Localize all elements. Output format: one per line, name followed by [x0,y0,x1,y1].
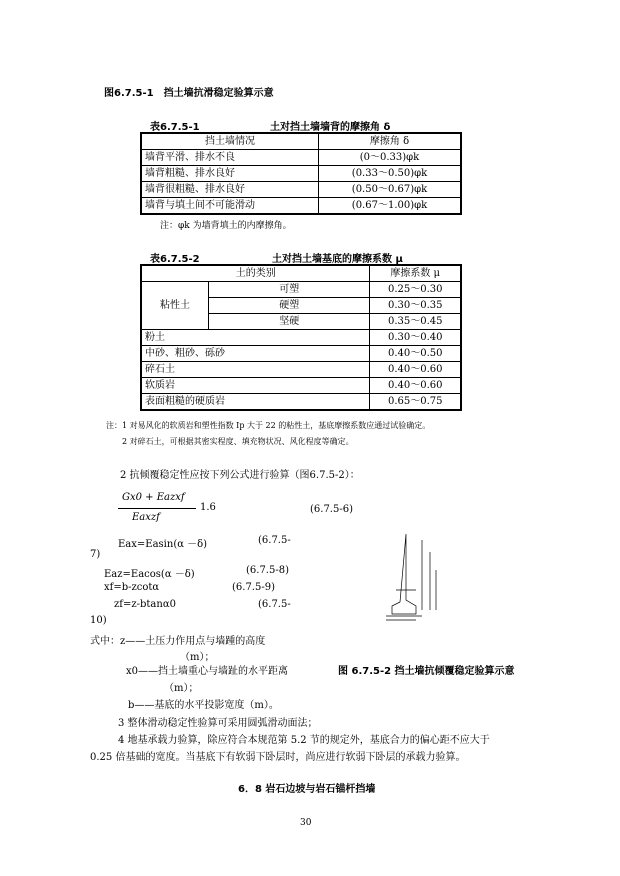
table2-note-1: 注：1 对易风化的软质岩和塑性指数 Ip 大于 22 的粘性土，基底摩擦系数应通过试验确定。 [106,421,431,430]
table2-cell: 可塑 [209,282,370,298]
table2-cell: 软质岩 [141,378,370,394]
table2-cell: 硬塑 [209,298,370,314]
formula-10-number-cont: 10) [90,615,107,626]
item-4-line-2: 0.25 倍基础的宽度。当基底下有软弱下卧层时，尚应进行软弱下卧层的承载力验算。 [90,752,466,763]
section-title: 6．8 岩石边坡与岩石锚杆挡墙 [238,784,376,795]
formula-6-denominator: Eaxzf [132,512,160,523]
table-row [141,198,461,215]
table2-cell: 表面粗糙的硬质岩 [141,394,370,411]
table2-number: 表6.7.5-2 [150,254,200,265]
where-x0-unit: （m）； [164,683,199,694]
table1-cell: (0～0.33)φk [319,150,462,166]
table2-cell: 0.40～0.60 [370,362,461,378]
table1-cell: 墙背与填土间不可能滑动 [141,198,319,215]
table2-cell: 粉土 [141,330,370,346]
table2-cell: 碎石土 [141,362,370,378]
table1-title: 土对挡土墙墙背的摩擦角 δ [270,122,391,133]
formula-7-number-cont: 7) [90,549,101,560]
table2-cell: 0.35～0.45 [370,314,461,330]
table1-header-row [141,133,461,150]
formula-6-ineq: 1.6 [200,502,216,513]
table-row [141,362,461,378]
table2-header-row [141,265,461,282]
figure-caption-2: 图 6.7.5-2 挡土墙抗倾覆稳定验算示意 [338,666,515,677]
table1-cell: (0.50～0.67)φk [319,182,462,198]
formula-6-numerator: Gx0 + Eazxf [122,492,185,503]
table-row [141,378,461,394]
table1-header-cell: 摩擦角 δ [319,133,462,150]
where-b: b——基底的水平投影宽度（m）。 [128,700,279,711]
table2-cell: 坚硬 [209,314,370,330]
formula-8: Eaz=Eacos(α －δ) [104,569,195,580]
formula-7: Eax=Easin(α －δ) [118,539,208,550]
table2-cell: 0.40～0.50 [370,346,461,362]
table2-group-label: 粘性土 [141,282,209,330]
table-row [141,346,461,362]
table-row [141,330,461,346]
where-x0: x0——挡土墙重心与墙趾的水平距离 [126,666,289,677]
formula-9: xf=b-zcotα [104,582,160,593]
table-row [141,150,461,166]
table2-note-2: 2 对碎石土，可根据其密实程度、填充物状况、风化程度等确定。 [122,437,354,446]
table2-cell: 0.30～0.40 [370,330,461,346]
table1-number: 表6.7.5-1 [150,122,200,133]
table-row [141,166,461,182]
formula-7-number: (6.7.5- [258,535,291,546]
wall-outline [392,534,416,614]
retaining-wall-diagram [372,530,442,622]
fraction-bar [118,508,196,509]
formula-6-number: (6.7.5-6) [310,504,353,515]
table-row [141,282,461,298]
item-3-text: 3 整体滑动稳定性验算可采用圆弧滑动面法； [118,718,318,729]
table1-cell: (0.33～0.50)φk [319,166,462,182]
table1-note: 注：φk 为墙背填土的内摩擦角。 [160,221,292,231]
formula-9-number: (6.7.5-9) [232,582,275,593]
where-z-unit: （m）； [180,652,215,663]
table1 [140,132,462,215]
formula-8-number: (6.7.5-8) [246,565,289,576]
table1-cell: 墙背粗糙、排水良好 [141,166,319,182]
table-row [141,394,461,411]
page-number: 30 [300,818,312,828]
table1-cell: (0.67～1.00)φk [319,198,462,215]
figure-caption-1: 图6.7.5-1 挡土墙抗滑稳定验算示意 [104,88,274,99]
table2-cell: 0.65～0.75 [370,394,461,411]
table1-cell: 墙背很粗糙、排水良好 [141,182,319,198]
table1-cell: 墙背平滑、排水不良 [141,150,319,166]
table2-cell: 中砂、粗砂、砾砂 [141,346,370,362]
table2 [140,264,462,411]
table1-header-cell: 挡土墙情况 [141,133,319,150]
table-row [141,182,461,198]
table2-cell: 0.30～0.35 [370,298,461,314]
table2-cell: 0.25～0.30 [370,282,461,298]
item-2-text: 2 抗倾覆稳定性应按下列公式进行验算（图6.7.5-2）： [120,470,360,481]
table2-cell: 0.40～0.60 [370,378,461,394]
table2-header-cell: 摩擦系数 μ [370,265,461,282]
item-4-line-1: 4 地基承载力验算，除应符合本规范第 5.2 节的规定外，基底合力的偏心距不应大于 [118,735,490,746]
table2-header-cell: 土的类别 [141,265,370,282]
where-z: 式中：z——土压力作用点与墙踵的高度 [90,636,266,647]
formula-10-number: (6.7.5- [258,599,291,610]
formula-10: zf=z-btanα0 [114,599,176,610]
table2-title: 土对挡土墙基底的摩擦系数 μ [272,254,403,265]
